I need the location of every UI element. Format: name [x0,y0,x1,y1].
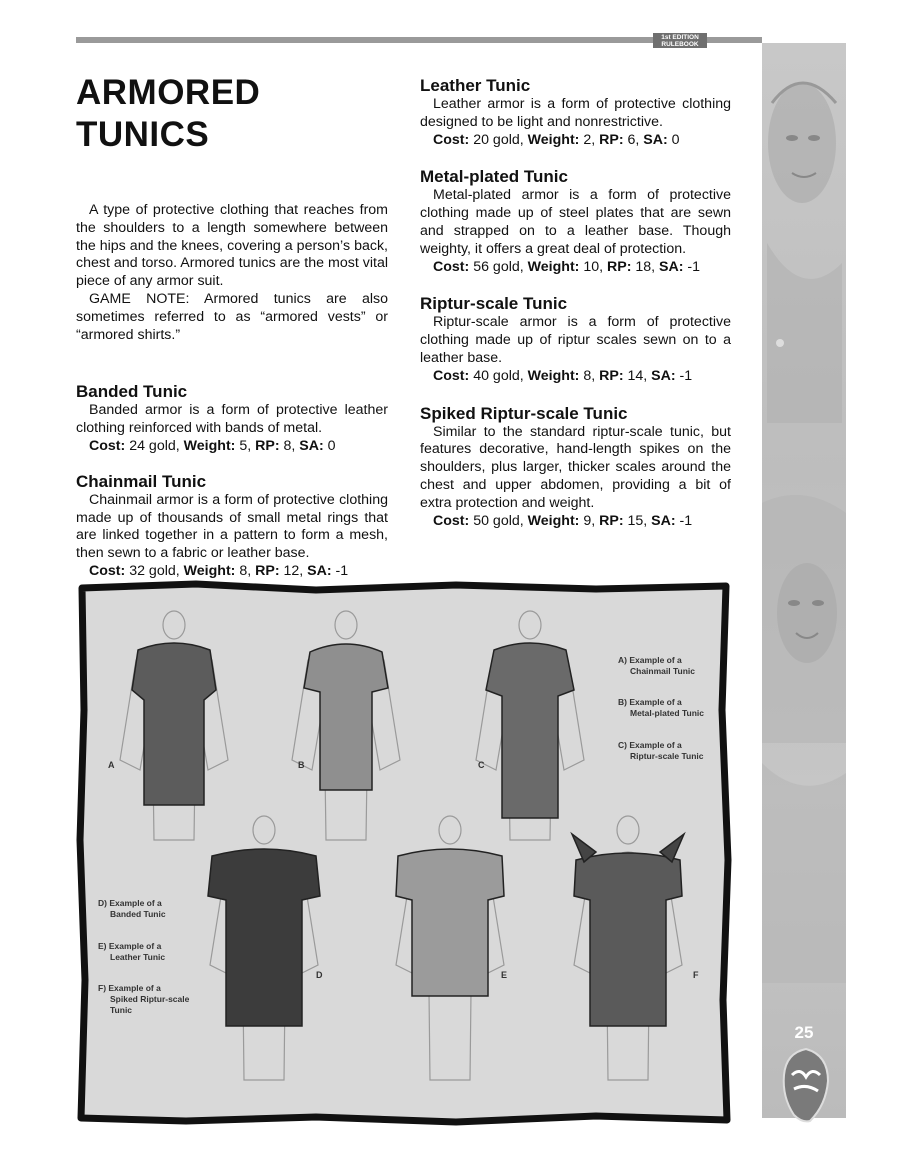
section-stats: Cost: 32 gold, Weight: 8, RP: 12, SA: -1 [89,562,349,579]
caption-f: F) Example of a Spiked Riptur-scale Tunic [98,983,190,1015]
section-leather [420,76,731,149]
section-stats: Cost: 24 gold, Weight: 5, RP: 8, SA: 0 [89,437,336,454]
caption-e: E) Example of a Leather Tunic [98,941,166,962]
section-chainmail [76,472,388,581]
figure-letter-f: F [693,970,699,980]
section-banded [76,382,388,455]
section-spiked-riptur-scale [420,404,731,531]
section-riptur-scale [420,294,731,385]
title-line-2: TUNICS [76,115,210,154]
caption-a: A) Example of a Chainmail Tunic [618,655,696,676]
edition-line-2: RULEBOOK [661,41,699,48]
emblem-icon [780,1045,832,1125]
section-title: Metal-plated Tunic [420,167,568,187]
intro-paragraph: A type of protective clothing that reaches from the shoulders to a length somewhere between the hips and the knees, covering a person’s back, chest and torso. Armored tunics are the most vital piece of any armor suit. [76,202,388,290]
section-stats: Cost: 20 gold, Weight: 2, RP: 6, SA: 0 [433,131,680,148]
figure-letter-a: A [108,760,115,770]
edition-line-1: 1st EDITION [661,34,699,41]
figure-letter-d: D [316,970,323,980]
section-title: Chainmail Tunic [76,471,207,491]
edition-badge [653,33,707,48]
section-description: Chainmail armor is a form of protective clothing made up of thousands of small metal rings that are linked together in a pattern to form a mesh, then sewn to a fabric or leather base. [76,491,388,562]
section-description: Leather armor is a form of protective clothing designed to be light and nonrestrictive. [420,96,731,130]
caption-b: B) Example of a Metal-plated Tunic [618,697,704,718]
page-title [76,72,388,156]
section-stats: Cost: 40 gold, Weight: 8, RP: 14, SA: -1 [433,367,693,384]
caption-d: D) Example of a Banded Tunic [98,898,166,919]
section-description: Metal-plated armor is a form of protective clothing made up of steel plates that are sewn and strapped on to a leather base. Though weighty, it offers a great deal of protection. [420,187,731,257]
section-title: Riptur-scale Tunic [420,294,568,314]
game-note-paragraph: GAME NOTE: Armored tunics are also sometimes referred to as “armored vests” or “armored shirts.” [76,290,388,343]
figure-letter-b: B [298,760,305,770]
section-description: Banded armor is a form of protective leather clothing reinforced with bands of metal. [76,402,388,437]
section-stats: Cost: 56 gold, Weight: 10, RP: 18, SA: -1 [433,258,701,275]
section-title: Spiked Riptur-scale Tunic [420,403,628,423]
side-portrait-art [762,43,846,1118]
section-stats: Cost: 50 gold, Weight: 9, RP: 15, SA: -1 [433,512,693,529]
figure-letter-c: C [478,760,485,770]
figure-letter-e: E [501,970,508,980]
section-title: Banded Tunic [76,382,188,402]
title-line-1: ARMORED [76,73,261,112]
right-column [420,76,731,530]
side-art-band [762,43,846,1118]
section-description: Riptur-scale armor is a form of protective clothing made up of riptur scales sewn on to a leather base. [420,314,731,366]
section-title: Leather Tunic [420,76,531,95]
left-column [76,72,388,581]
caption-c: C) Example of a Riptur-scale Tunic [618,740,704,761]
section-description: Similar to the standard riptur-scale tunic, but features decorative, hand-length spikes on the shoulders, plus larger, thicker scales around the chest and upper abdomen, providing a bit of extra protection and weight. [420,423,731,511]
section-metal-plated [420,167,731,276]
armor-illustration [76,580,732,1126]
page-number: 25 [794,1023,814,1042]
